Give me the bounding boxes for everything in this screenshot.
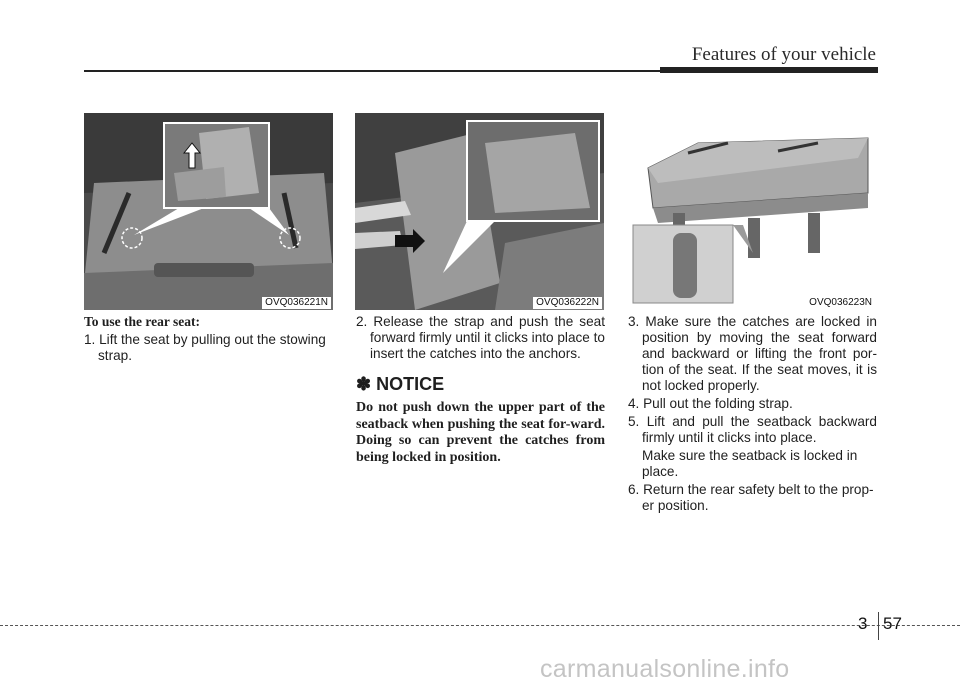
step-5: 5. Lift and pull the seatback backward firmly until it clicks into place. [628, 414, 877, 445]
header-rule-accent [660, 67, 878, 73]
figure-3-photo [628, 113, 877, 310]
figure-2-photo [355, 113, 604, 310]
page-number-separator [878, 612, 879, 640]
notice-body: Do not push down the upper part of the seatback when pushing the seat for-ward. Doing so can prevent the catches from being locked in position. [356, 400, 605, 465]
step-6: 6. Return the rear safety belt to the prop-er position. [628, 482, 874, 513]
figure-code: OVQ036222N [533, 297, 602, 309]
rear-seat-illustration [628, 113, 877, 310]
column-3 [628, 314, 877, 516]
page-number: 57 [883, 614, 902, 633]
chapter-number: 3 [858, 614, 868, 633]
figure-code: OVQ036223N [806, 297, 875, 309]
notice-title: ✽ NOTICE [356, 374, 445, 394]
subsection-heading: To use the rear seat: [84, 314, 200, 329]
figure-code: OVQ036221N [262, 297, 331, 309]
step-4: 4. Pull out the folding strap. [628, 396, 793, 411]
cargo-floor-illustration [84, 113, 333, 310]
figure-1-photo [84, 113, 333, 310]
watermark[interactable]: carmanualsonline.info [540, 655, 790, 683]
seat-push-illustration [355, 113, 604, 310]
column-1 [84, 314, 333, 366]
section-title: Features of your vehicle [691, 44, 876, 65]
step-1: 1. Lift the seat by pulling out the stowing strap. [84, 332, 326, 363]
step-3: 3. Make sure the catches are locked in position by moving the seat forward and backward or lifting the front por-tion of the seat. If the seat moves, it is not locked properly. [628, 314, 877, 393]
footer-rule [0, 625, 960, 626]
step-5-note: Make sure the seatback is locked in place. [642, 448, 858, 479]
column-2 [356, 314, 605, 466]
step-2: 2. Release the strap and push the seat forward firmly until it clicks into place to insert the catches into the anchors. [356, 314, 605, 361]
